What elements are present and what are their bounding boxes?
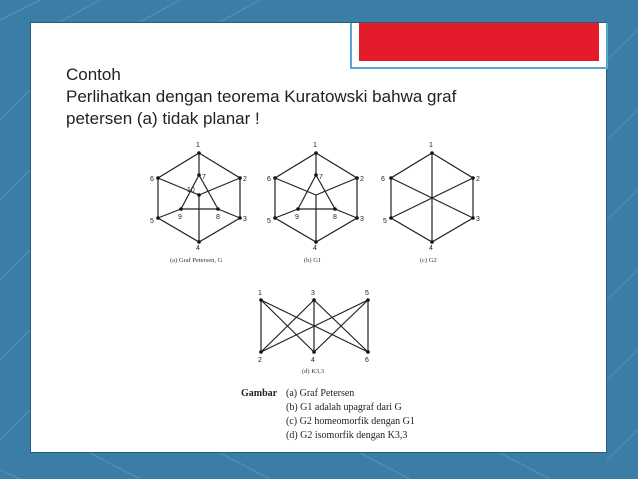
node-label: 4 — [429, 245, 433, 252]
node-label: 7 — [319, 174, 323, 181]
node-label: 8 — [216, 214, 220, 221]
node-label: 2 — [243, 176, 247, 183]
node-label: 4 — [196, 245, 200, 252]
node-label: 3 — [360, 216, 364, 223]
node-label: 1 — [258, 290, 262, 297]
node-label: 3 — [243, 216, 247, 223]
caption-c: (c) G2 — [420, 257, 437, 264]
legend-item: (a) Graf Petersen — [286, 388, 355, 399]
legend-item: (c) G2 homeomorfik dengan G1 — [286, 416, 415, 427]
node-label: 4 — [311, 357, 315, 364]
node-label: 6 — [365, 357, 369, 364]
node-label: 4 — [313, 245, 317, 252]
slide-heading: Contoh — [66, 65, 121, 84]
node-label: 2 — [258, 357, 262, 364]
node-label: 7 — [202, 174, 206, 181]
node-label: 8 — [333, 214, 337, 221]
node-label: 2 — [476, 176, 480, 183]
node-label: 9 — [178, 214, 182, 221]
node-label: 6 — [150, 176, 154, 183]
caption-d: (d) K3,3 — [302, 368, 325, 375]
legend-title: Gambar — [241, 388, 278, 399]
graph-c — [381, 142, 480, 264]
node-label: 5 — [267, 218, 271, 225]
caption-b: (b) G1 — [304, 257, 322, 264]
node-label: 2 — [360, 176, 364, 183]
legend-item: (d) G2 isomorfik dengan K3,3 — [286, 430, 408, 441]
node-label: 1 — [429, 142, 433, 149]
node-label: 1 — [313, 142, 317, 149]
node-label: 5 — [150, 218, 154, 225]
node-label: 3 — [476, 216, 480, 223]
slide-body-line-2: petersen (a) tidak planar ! — [66, 109, 260, 128]
node-label: 6 — [381, 176, 385, 183]
node-label: 10 — [187, 187, 195, 194]
node-label: 5 — [383, 218, 387, 225]
node-label: 6 — [267, 176, 271, 183]
graph-b — [267, 142, 364, 264]
node-label: 9 — [295, 214, 299, 221]
graph-d — [258, 290, 370, 375]
figure-legend — [241, 388, 415, 441]
graph-a — [150, 142, 247, 264]
legend-item: (b) G1 adalah upagraf dari G — [286, 402, 402, 413]
slide-body-line-1: Perlihatkan dengan teorema Kuratowski bahwa graf — [66, 87, 457, 106]
node-label: 1 — [196, 142, 200, 149]
caption-a: (a) Graf Petersen, G — [170, 257, 223, 264]
node-label: 3 — [311, 290, 315, 297]
node-label: 5 — [365, 290, 369, 297]
